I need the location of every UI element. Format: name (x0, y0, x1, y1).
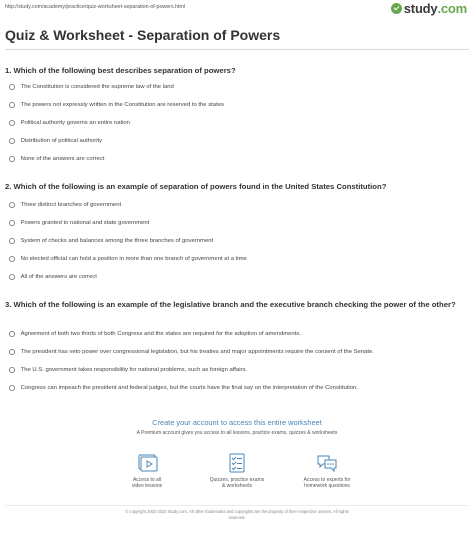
question-2-option-4[interactable] (9, 256, 247, 262)
cta-subtitle: A Premium account gives you access to all lessons, practice exams, quizzes & worksheets (136, 430, 338, 436)
option-label: The U.S. government takes responsibility for national problems, such as foreign affairs. (20, 367, 248, 373)
feature-label-line1: Access to experts for (303, 477, 351, 483)
copyright-line-1: © copyright 2003-2020 Study.com. All other trademarks and copyrights are the property of their respective owners. All rights (125, 509, 349, 514)
question-3-option-2[interactable] (9, 349, 374, 355)
study-logo[interactable] (391, 1, 467, 16)
copyright-footer (0, 509, 474, 520)
footer-divider (5, 505, 469, 506)
option-label: The powers not expressly written in the Constitution are reserved to the states (20, 102, 224, 108)
option-label: Three distinct branches of government (20, 202, 122, 208)
option-label: Agreement of both two thirds of both Congress and the states are required for the adoption of amendments. (20, 331, 301, 337)
question-2-option-2[interactable] (9, 220, 149, 226)
cta-title[interactable]: Create your account to access this entire worksheet (152, 418, 322, 427)
question-2-option-3[interactable] (9, 238, 213, 244)
radio-button[interactable] (9, 220, 15, 226)
option-label: Distribution of political authority (20, 138, 103, 144)
option-label: Powers granted to national and state government (20, 220, 150, 226)
option-label: Congress can impeach the president and federal judges, but the courts have the final say on the interpretation of the Constitution. (20, 385, 358, 391)
question-1-option-5[interactable] (9, 156, 104, 162)
copyright-line-2: reserved. (228, 514, 246, 520)
option-label: Political authority governs an entire nation (20, 120, 130, 126)
feature-label-line1: Access to all (132, 477, 162, 483)
option-label: No elected official can hold a position in more than one branch of government at a time (20, 256, 247, 262)
feature-label-line2: & worksheets (221, 483, 252, 489)
question-1-option-2[interactable] (9, 102, 224, 108)
feature-label-line2: homework questions (304, 483, 350, 489)
radio-button[interactable] (9, 274, 15, 280)
expert-chat-icon (316, 452, 338, 474)
question-2-text: 2. Which of the following is an example of separation of powers found in the United States Constitution? (5, 182, 387, 191)
radio-button[interactable] (9, 331, 15, 337)
option-label: The Constitution is considered the supreme law of the land (20, 84, 174, 90)
feature-label-line2: video lessons (131, 483, 163, 489)
option-label: None of the answers are correct (20, 156, 105, 162)
radio-button[interactable] (9, 138, 15, 144)
radio-button[interactable] (9, 256, 15, 262)
radio-button[interactable] (9, 102, 15, 108)
quiz-checklist-icon (226, 452, 248, 474)
option-label: All of the answers are correct (20, 274, 97, 280)
question-2-option-5[interactable] (9, 274, 97, 280)
checkmark-logo-icon (391, 3, 402, 14)
brand-name: study (403, 1, 438, 16)
page-url: http://study.com/academy/practice/quiz-worksheet-separation-of-powers.html (5, 4, 186, 10)
radio-button[interactable] (9, 367, 15, 373)
radio-button[interactable] (9, 385, 15, 391)
radio-button[interactable] (9, 156, 15, 162)
feature-label-line1: Quizzes, practice exams (209, 477, 265, 483)
page-title: Quiz & Worksheet - Separation of Powers (5, 27, 281, 43)
question-3-option-3[interactable] (9, 367, 247, 373)
title-divider (5, 49, 469, 50)
question-1-text: 1. Which of the following best describes separation of powers? (5, 66, 236, 75)
option-label: System of checks and balances among the three branches of government (20, 238, 214, 244)
option-label: The president has veto power over congressional legislation, but his treaties and major appointments require the consent of the Senate. (20, 349, 374, 355)
radio-button[interactable] (9, 84, 15, 90)
question-3-option-4[interactable] (9, 385, 358, 391)
radio-button[interactable] (9, 120, 15, 126)
question-1-option-3[interactable] (9, 120, 130, 126)
question-1-option-1[interactable] (9, 84, 174, 90)
video-lesson-icon (136, 452, 158, 474)
feature-quizzes (197, 452, 277, 489)
feature-video-lessons (107, 452, 187, 489)
question-1-option-4[interactable] (9, 138, 102, 144)
radio-button[interactable] (9, 349, 15, 355)
brand-suffix: .com (437, 1, 467, 16)
feature-experts (287, 452, 367, 489)
question-2-option-1[interactable] (9, 202, 121, 208)
question-3-option-1[interactable] (9, 331, 301, 337)
question-3-text: 3. Which of the following is an example of the legislative branch and the executive branch checking the power of the other? (5, 300, 456, 309)
radio-button[interactable] (9, 238, 15, 244)
radio-button[interactable] (9, 202, 15, 208)
